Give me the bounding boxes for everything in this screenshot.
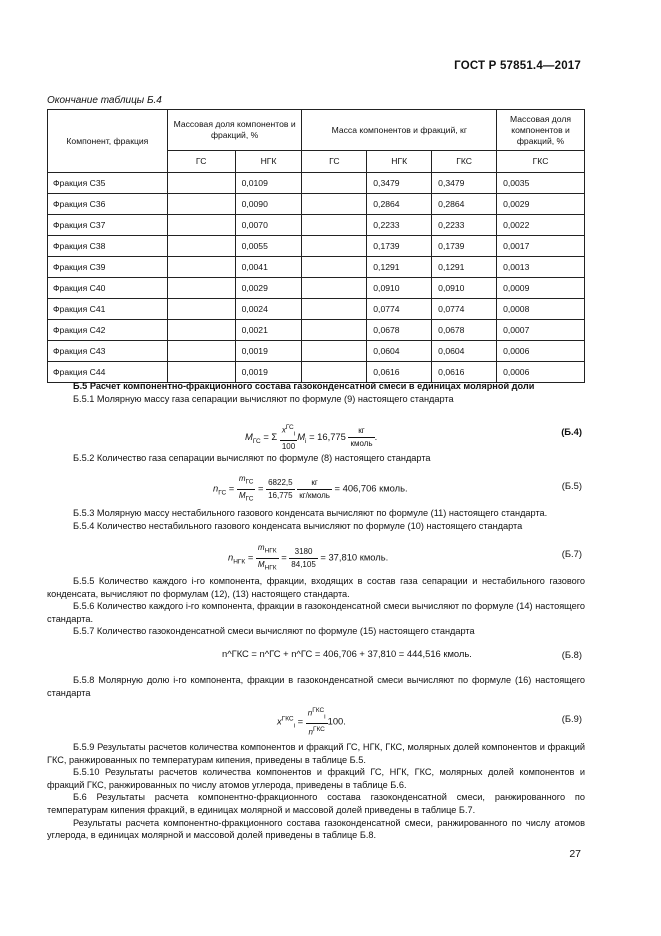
table-cell-gs xyxy=(167,278,235,299)
table-cell-gks: 0,0008 xyxy=(497,299,585,320)
table-cell-name: Фракция С44 xyxy=(48,362,168,383)
table-cell-ngk-m: 0,3479 xyxy=(367,173,432,194)
table-cell-name: Фракция С43 xyxy=(48,341,168,362)
table-cell-ngk: 0,0021 xyxy=(235,320,302,341)
formula-b8: n^ГКС = n^ГС + n^ГС = 406,706 + 37,810 = 444,516 кмоль. xyxy=(222,648,472,659)
header-mass-fraction-gks: Массовая доля компонентов и фракций, % xyxy=(497,110,585,151)
table-cell-gks-m: 0,2233 xyxy=(432,215,497,236)
table-cell-name: Фракция С38 xyxy=(48,236,168,257)
table-cell-gs-m xyxy=(302,257,367,278)
table-cell-gks: 0,0029 xyxy=(497,194,585,215)
paragraph-b54: Б.5.4 Количество нестабильного газового конденсата вычисляют по формуле (10) настоящего стандарта xyxy=(73,520,523,531)
table-cell-gks-m: 0,0604 xyxy=(432,341,497,362)
table-row xyxy=(48,341,585,362)
table-cell-ngk: 0,0070 xyxy=(235,215,302,236)
table-cell-ngk-m: 0,2864 xyxy=(367,194,432,215)
body-text-block-1 xyxy=(47,380,585,405)
table-cell-gs-m xyxy=(302,278,367,299)
body-text-block-4 xyxy=(47,575,585,638)
table-cell-gs xyxy=(167,173,235,194)
table-cell-name: Фракция С35 xyxy=(48,173,168,194)
table-cell-gs-m xyxy=(302,173,367,194)
table-row xyxy=(48,173,585,194)
formula-b4-number: (Б.4) xyxy=(561,426,582,437)
table-cell-gks: 0,0007 xyxy=(497,320,585,341)
header-gks: ГКС xyxy=(497,151,585,173)
table-cell-name: Фракция С40 xyxy=(48,278,168,299)
table-row xyxy=(48,215,585,236)
table-cell-ngk: 0,0055 xyxy=(235,236,302,257)
table-cell-ngk: 0,0041 xyxy=(235,257,302,278)
header-gks-mass: ГКС xyxy=(432,151,497,173)
paragraph-b58: Б.5.8 Молярную долю i-го компонента, фракции в газоконденсатной смеси вычисляют по формуле (16) настоящего стандарта xyxy=(47,675,585,698)
table-cell-gks: 0,0009 xyxy=(497,278,585,299)
table-cell-gs xyxy=(167,236,235,257)
table-cell-gks: 0,0017 xyxy=(497,236,585,257)
table-cell-gks-m: 0,1739 xyxy=(432,236,497,257)
table-cell-gs-m xyxy=(302,341,367,362)
header-gs-mass: ГС xyxy=(302,151,367,173)
table-cell-ngk: 0,0019 xyxy=(235,362,302,383)
paragraph-b51: Б.5.1 Молярную массу газа сепарации вычисляют по формуле (9) настоящего стандарта xyxy=(73,393,454,404)
table-cell-ngk-m: 0,0678 xyxy=(367,320,432,341)
formula-b8-number: (Б.8) xyxy=(561,649,582,660)
formula-b4: $M_{ГС} = \Sigma$ $\frac{x^{ГС}_i}{100}$ $M_i = 16,775$ $\frac{кг}{\text{кмоль}}$ . xyxy=(245,424,378,452)
header-ngk-mass: НГК xyxy=(367,151,432,173)
standard-header: ГОСТ Р 57851.4—2017 xyxy=(454,60,581,72)
table-cell-gs xyxy=(167,194,235,215)
table-cell-gks-m: 0,0910 xyxy=(432,278,497,299)
fraction-table xyxy=(47,109,585,383)
header-gs: ГС xyxy=(167,151,235,173)
paragraph-b57: Б.5.7 Количество газоконденсатной смеси вычисляют по формуле (15) настоящего стандарта xyxy=(73,626,475,637)
table-cell-ngk: 0,0090 xyxy=(235,194,302,215)
table-cell-name: Фракция С36 xyxy=(48,194,168,215)
body-text-block-2 xyxy=(47,452,585,465)
page-number: 27 xyxy=(569,848,581,860)
table-cell-name: Фракция С41 xyxy=(48,299,168,320)
table-cell-ngk-m: 0,0604 xyxy=(367,341,432,362)
header-mass-fraction: Массовая доля компонентов и фракций, % xyxy=(167,110,302,151)
table-cell-gs xyxy=(167,341,235,362)
table-cell-ngk: 0,0019 xyxy=(235,341,302,362)
table-cell-gs-m xyxy=(302,320,367,341)
body-text-block-6 xyxy=(47,741,585,842)
table-row xyxy=(48,299,585,320)
table-cell-gs-m xyxy=(302,299,367,320)
section-b5-title: Б.5 Расчет компонентно-фракционного состава газоконденсатной смеси в единицах молярной доли xyxy=(73,381,535,391)
table-cell-gks-m: 0,0774 xyxy=(432,299,497,320)
table-cell-ngk: 0,0029 xyxy=(235,278,302,299)
table-cell-gs xyxy=(167,320,235,341)
paragraph-b52: Б.5.2 Количество газа сепарации вычисляют по формуле (8) настоящего стандарта xyxy=(73,453,431,463)
table-row xyxy=(48,236,585,257)
table-cell-ngk-m: 0,0774 xyxy=(367,299,432,320)
table-cell-gs xyxy=(167,215,235,236)
paragraph-b55: Б.5.5 Количество каждого i-го компонента, фракции, входящих в состав газа сепарации и нестабильного газового конденсата, вычисляют по формулам (12), (13) настоящего стандарта. xyxy=(47,576,585,599)
table-cell-gks: 0,0022 xyxy=(497,215,585,236)
table-row xyxy=(48,194,585,215)
body-text-block-3 xyxy=(47,507,585,532)
paragraph-b56: Б.5.6 Количество каждого i-го компонента, фракции в газоконденсатной смеси вычисляют по формуле (14) настоящего стандарта. xyxy=(47,601,585,624)
paragraph-b53: Б.5.3 Молярную массу нестабильного газового конденсата вычисляют по формуле (11) настоящего стандарта. xyxy=(73,508,548,518)
table-cell-gks-m: 0,0616 xyxy=(432,362,497,383)
table-cell-ngk-m: 0,1739 xyxy=(367,236,432,257)
paragraph-b59: Б.5.9 Результаты расчетов количества компонентов и фракций ГС, НГК, ГКС, молярных долей компонентов и фракций ГКС, ранжированных по температурам кипения, приведены в таблице Б.5. xyxy=(47,742,585,765)
table-cell-gs-m xyxy=(302,215,367,236)
formula-b9-number: (Б.9) xyxy=(561,713,582,724)
formula-b7: $n_{НГК}$ = $\frac{m_{НГК}}{M_{НГК}}$ = $\frac{3180}{84,105}$ = 37,810 кмоль. xyxy=(228,543,389,572)
formula-b9: $x^{ГКС}_i$ = $\frac{n^{ГКС}_i}{n^{ГКС}}$ 100. xyxy=(277,707,346,737)
table-cell-gks: 0,0006 xyxy=(497,341,585,362)
header-component: Компонент, фракция xyxy=(48,110,168,173)
table-cell-name: Фракция С39 xyxy=(48,257,168,278)
table-cell-gs-m xyxy=(302,236,367,257)
table-cell-gks-m: 0,3479 xyxy=(432,173,497,194)
table-cell-ngk: 0,0109 xyxy=(235,173,302,194)
table-cell-ngk-m: 0,0616 xyxy=(367,362,432,383)
table-cell-name: Фракция С37 xyxy=(48,215,168,236)
table-cell-ngk: 0,0024 xyxy=(235,299,302,320)
table-cell-gs-m xyxy=(302,194,367,215)
formula-b5: $n_{ГС}$ = $\frac{m_{ГС}}{M_{ГС}}$ = $\frac{6822,5}{16,775}$ $\frac{кг}{\text{кг/кмоль}}$ = 406,706 кмоль. xyxy=(213,474,408,503)
table-caption: Окончание таблицы Б.4 xyxy=(47,95,162,106)
header-mass: Масса компонентов и фракций, кг xyxy=(302,110,497,151)
table-cell-gks: 0,0013 xyxy=(497,257,585,278)
table-cell-ngk-m: 0,0910 xyxy=(367,278,432,299)
table-cell-ngk-m: 0,1291 xyxy=(367,257,432,278)
table-row xyxy=(48,257,585,278)
table-cell-gs xyxy=(167,257,235,278)
table-cell-name: Фракция С42 xyxy=(48,320,168,341)
paragraph-b6-results: Результаты расчета компонентно-фракционного состава газоконденсатной смеси, ранжированного по числу атомов углерода, в единицах молярной и массовой долей приведены в таблице Б.8. xyxy=(47,817,585,841)
table-row xyxy=(48,320,585,341)
paragraph-b6: Б.6 Результаты расчета компонентно-фракционного состава газоконденсатной смеси, ранжированного по температурам кипения фракций, в единицах молярной и массовой долей приведены в таблице Б.7. xyxy=(47,792,585,815)
formula-b7-number: (Б.7) xyxy=(561,548,582,559)
header-ngk: НГК xyxy=(235,151,302,173)
paragraph-b510: Б.5.10 Результаты расчетов количества компонентов и фракций ГС, НГК, ГКС, молярных долей компонентов и фракций ГКС, ранжированных по числу атомов углерода, приведены в таблице Б.6. xyxy=(47,767,585,790)
table-cell-gks: 0,0035 xyxy=(497,173,585,194)
table-row xyxy=(48,278,585,299)
table-cell-gks-m: 0,1291 xyxy=(432,257,497,278)
table-cell-gks-m: 0,2864 xyxy=(432,194,497,215)
table-cell-gs xyxy=(167,299,235,320)
table-cell-gks: 0,0006 xyxy=(497,362,585,383)
table-cell-gks-m: 0,0678 xyxy=(432,320,497,341)
body-text-block-5 xyxy=(47,674,585,699)
table-cell-ngk-m: 0,2233 xyxy=(367,215,432,236)
formula-b5-number: (Б.5) xyxy=(561,480,582,491)
